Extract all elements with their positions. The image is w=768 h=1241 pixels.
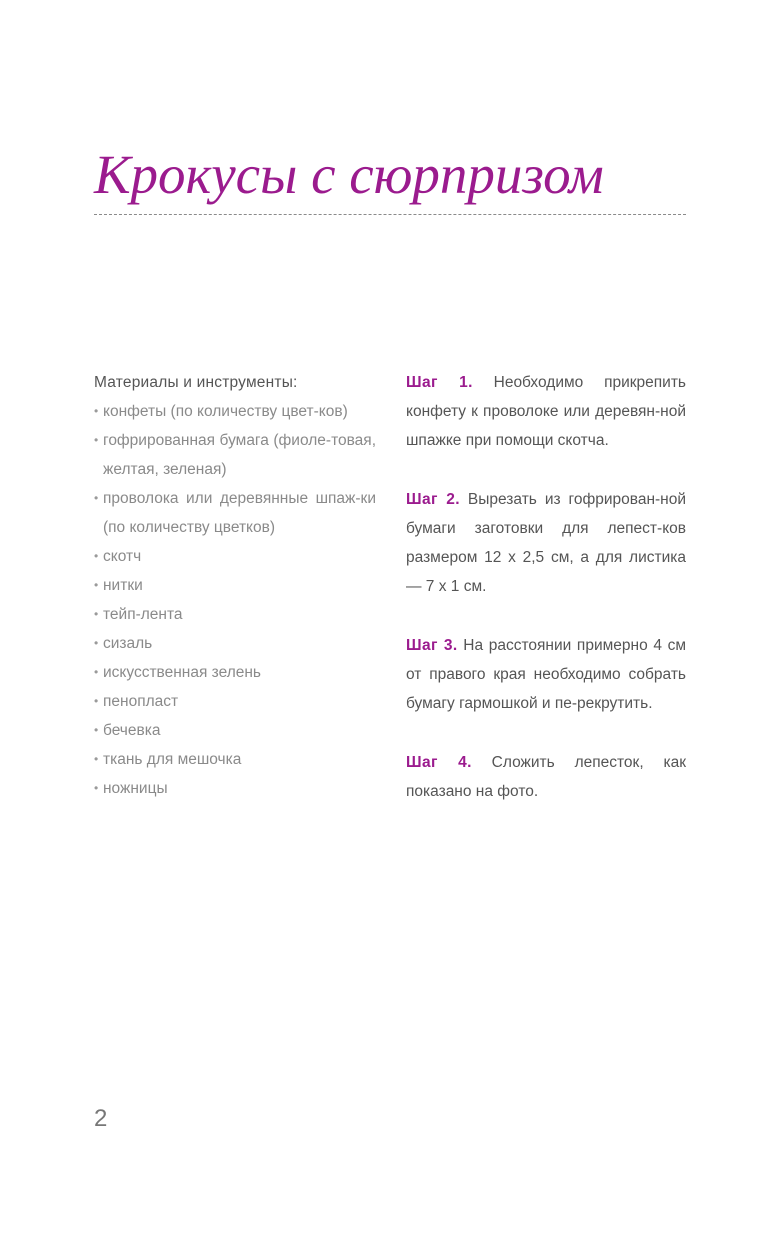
bullet-icon: • <box>94 404 99 418</box>
list-item <box>94 774 376 803</box>
page-number: 2 <box>94 1105 108 1132</box>
step-label: Шаг 4. <box>406 754 472 771</box>
list-item <box>94 600 376 629</box>
step-label: Шаг 1. <box>406 374 473 391</box>
materials-heading: Материалы и инструменты: <box>94 374 298 391</box>
list-item-text: конфеты (по количеству цвет-ков) <box>103 403 348 420</box>
bullet-icon: • <box>94 549 99 563</box>
list-item-text: сизаль <box>103 635 153 652</box>
bullet-icon: • <box>94 694 99 708</box>
step-text: На расстоянии примерно 4 см от правого края необходимо собрать бумагу гармошкой и пе-рекрутить. <box>406 637 686 712</box>
step-label: Шаг 3. <box>406 637 458 654</box>
step-1 <box>406 368 686 455</box>
list-item-text: гофрированная бумага (фиоле-товая, желтая, зеленая) <box>103 432 376 478</box>
step-label: Шаг 2. <box>406 491 460 508</box>
step-2 <box>406 485 686 601</box>
step-text: Вырезать из гофрирован-ной бумаги заготовки для лепест-ков размером 12 х 2,5 см, а для листика — 7 х 1 см. <box>406 491 686 595</box>
bullet-icon: • <box>94 433 99 447</box>
steps-section <box>406 368 686 836</box>
list-item <box>94 687 376 716</box>
bullet-icon: • <box>94 781 99 795</box>
list-item-text: проволока или деревянные шпаж-ки (по количеству цветков) <box>103 490 376 536</box>
list-item <box>94 629 376 658</box>
list-item-text: пенопласт <box>103 693 179 710</box>
materials-section <box>94 368 376 803</box>
list-item <box>94 571 376 600</box>
list-item <box>94 716 376 745</box>
title-divider <box>94 214 686 215</box>
list-item <box>94 542 376 571</box>
list-item-text: тейп-лента <box>103 606 183 623</box>
bullet-icon: • <box>94 665 99 679</box>
bullet-icon: • <box>94 607 99 621</box>
list-item-text: нитки <box>103 577 143 594</box>
bullet-icon: • <box>94 491 99 505</box>
list-item <box>94 745 376 774</box>
list-item <box>94 397 376 426</box>
bullet-icon: • <box>94 636 99 650</box>
materials-list <box>94 397 376 803</box>
step-text: Сложить лепесток, как показано на фото. <box>406 754 686 800</box>
step-4 <box>406 748 686 806</box>
list-item-text: ткань для мешочка <box>103 751 242 768</box>
bullet-icon: • <box>94 578 99 592</box>
step-text: Необходимо прикрепить конфету к проволоке или деревян-ной шпажке при помощи скотча. <box>406 374 686 449</box>
list-item <box>94 658 376 687</box>
list-item-text: искусственная зелень <box>103 664 261 681</box>
list-item-text: ножницы <box>103 780 168 797</box>
step-3 <box>406 631 686 718</box>
list-item-text: скотч <box>103 548 142 565</box>
bullet-icon: • <box>94 752 99 766</box>
list-item <box>94 426 376 484</box>
list-item <box>94 484 376 542</box>
page-title: Крокусы с сюрпризом <box>94 144 604 205</box>
bullet-icon: • <box>94 723 99 737</box>
list-item-text: бечевка <box>103 722 161 739</box>
